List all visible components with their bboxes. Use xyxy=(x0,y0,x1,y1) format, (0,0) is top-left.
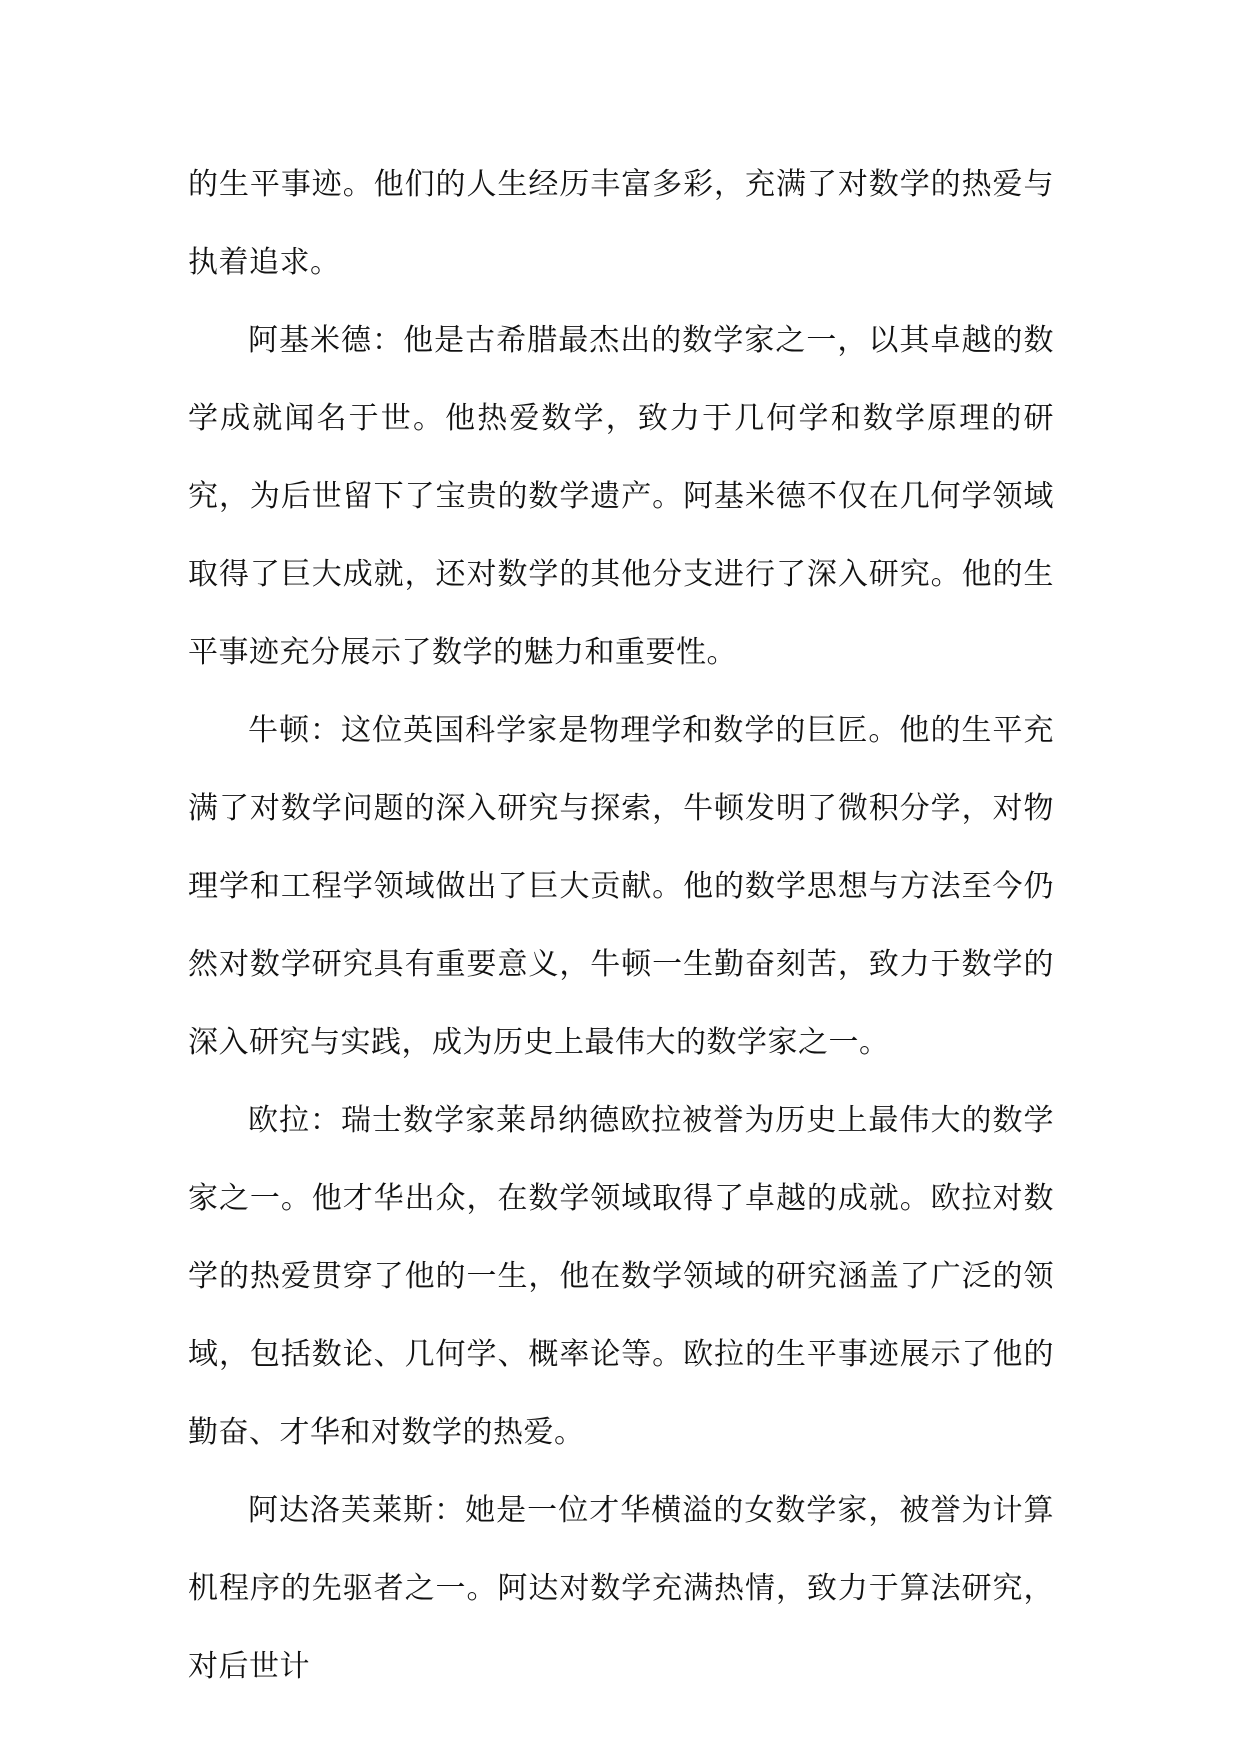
paragraph-ada-lovelace: 阿达洛芙莱斯：她是一位才华横溢的女数学家，被誉为计算机程序的先驱者之一。阿达对数学充满热情，致力于算法研究，对后世计 xyxy=(188,1493,1054,1684)
document-body xyxy=(188,146,1054,1706)
paragraph-archimedes: 阿基米德：他是古希腊最杰出的数学家之一，以其卓越的数学成就闻名于世。他热爱数学，致力于几何学和数学原理的研究，为后世留下了宝贵的数学遗产。阿基米德不仅在几何学领域取得了巨大成就，还对数学的其他分支进行了深入研究。他的生平事迹充分展示了数学的魅力和重要性。 xyxy=(188,323,1054,670)
paragraph-intro-continuation: 的生平事迹。他们的人生经历丰富多彩，充满了对数学的热爱与执着追求。 xyxy=(188,167,1054,280)
paragraph-euler: 欧拉：瑞士数学家莱昂纳德欧拉被誉为历史上最伟大的数学家之一。他才华出众，在数学领域取得了卓越的成就。欧拉对数学的热爱贯穿了他的一生，他在数学领域的研究涵盖了广泛的领域，包括数论、几何学、概率论等。欧拉的生平事迹展示了他的勤奋、才华和对数学的热爱。 xyxy=(188,1103,1054,1450)
paragraph-newton: 牛顿：这位英国科学家是物理学和数学的巨匠。他的生平充满了对数学问题的深入研究与探索，牛顿发明了微积分学，对物理学和工程学领域做出了巨大贡献。他的数学思想与方法至今仍然对数学研究具有重要意义，牛顿一生勤奋刻苦，致力于数学的深入研究与实践，成为历史上最伟大的数学家之一。 xyxy=(188,713,1054,1060)
